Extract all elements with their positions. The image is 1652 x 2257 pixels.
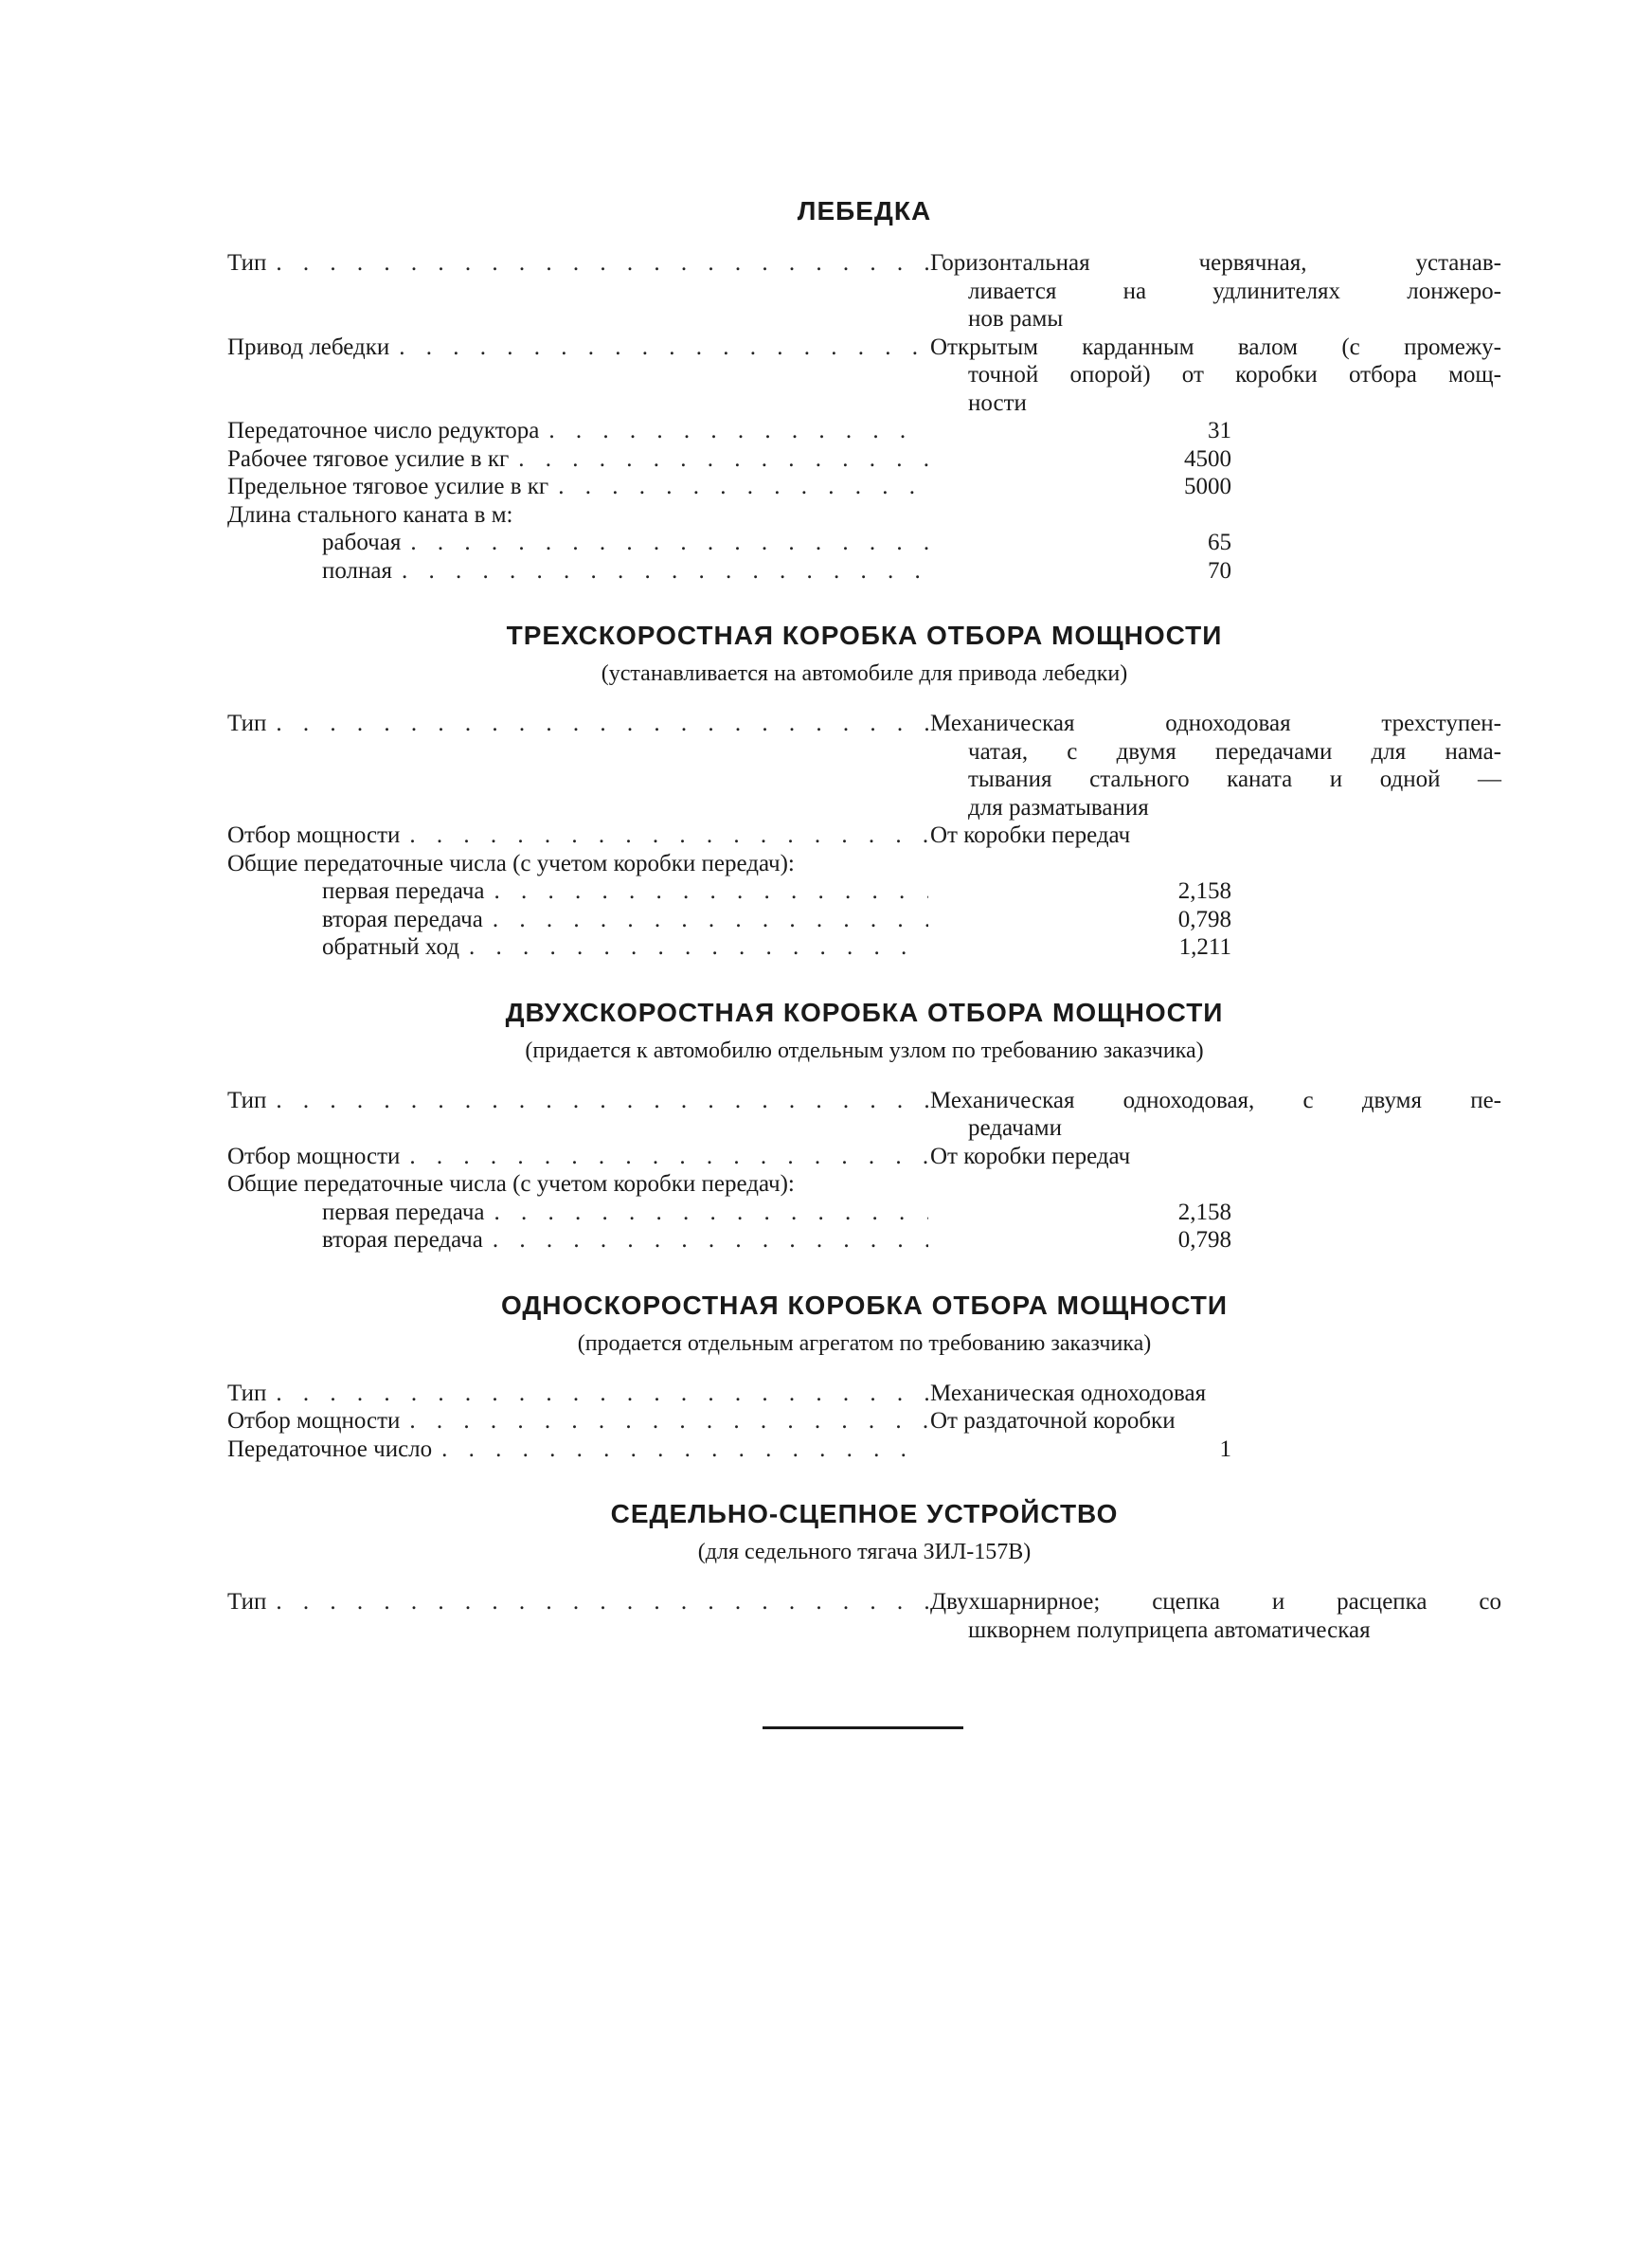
spec-row <box>227 417 1501 445</box>
description-line: Механическая одноходовая, с двумя пе- <box>930 1087 1501 1113</box>
spec-rows <box>227 249 1501 585</box>
spec-row <box>227 529 1501 557</box>
description-line: Открытым карданным валом (с промежу- <box>930 334 1501 360</box>
spec-label-cell <box>227 710 928 738</box>
spec-description <box>928 1588 1501 1644</box>
spec-description <box>928 1087 1501 1143</box>
spec-row <box>227 1380 1501 1408</box>
section-3 <box>227 1289 1501 1464</box>
document-page <box>227 194 1501 1644</box>
leader-dots <box>494 1199 928 1227</box>
leader-dots <box>548 417 928 445</box>
spec-value: 65 <box>1208 530 1231 555</box>
description-line: От коробки передач <box>930 822 1131 848</box>
leader-dots <box>409 1407 928 1435</box>
spec-row <box>227 557 1501 586</box>
spec-value: 4500 <box>1184 445 1231 472</box>
spec-label: Тип <box>227 711 267 736</box>
spec-label-cell <box>227 1226 928 1255</box>
spec-row <box>227 1435 1501 1464</box>
leader-dots <box>494 877 928 906</box>
section-subtitle: (устанавливается на автомобиле для привода лебедки) <box>601 661 1128 686</box>
spec-rows <box>227 1380 1501 1464</box>
spec-row <box>227 1087 1501 1143</box>
spec-description <box>928 1143 1501 1171</box>
spec-label-cell <box>227 1435 928 1464</box>
spec-label-cell <box>227 906 928 934</box>
section-subtitle: (для седельного тягача ЗИЛ-157В) <box>697 1540 1032 1564</box>
leader-dots <box>399 334 928 362</box>
description-line: ности <box>968 389 1027 416</box>
spec-label-cell <box>227 1588 928 1616</box>
leader-dots <box>276 1588 928 1616</box>
leader-dots <box>410 529 928 557</box>
spec-label: Предельное тяговое усилие в кг <box>227 474 549 499</box>
spec-label: вторая передача <box>322 1227 483 1253</box>
spec-value: 70 <box>1208 557 1231 584</box>
spec-rows <box>227 1588 1501 1644</box>
leader-dots <box>441 1435 928 1464</box>
spec-row <box>227 334 1501 418</box>
section-2 <box>227 996 1501 1255</box>
spec-row <box>227 933 1501 962</box>
description-line: для разматывания <box>968 794 1149 821</box>
description-line: редачами <box>968 1115 1062 1141</box>
spec-value: 2,158 <box>1177 1199 1231 1225</box>
spec-value: 0,798 <box>1177 1227 1231 1253</box>
spec-rows <box>227 1087 1501 1255</box>
spec-description <box>928 334 1501 418</box>
spec-row <box>227 877 1501 906</box>
description-line: Механическая одноходовая <box>930 1380 1207 1406</box>
leader-dots <box>409 822 928 850</box>
spec-value: 1,211 <box>1178 934 1231 960</box>
spec-label-cell <box>227 557 928 586</box>
spec-label-cell <box>227 473 928 501</box>
spec-label-cell <box>227 445 928 474</box>
spec-rows <box>227 710 1501 962</box>
spec-label-cell <box>227 1407 928 1435</box>
description-line: чатая, с двумя передачами для нама- <box>968 738 1501 765</box>
spec-label-cell <box>227 1199 928 1227</box>
section-title: ТРЕХСКОРОСТНАЯ КОРОБКА ОТБОРА МОЩНОСТИ <box>506 621 1223 650</box>
spec-value: 2,158 <box>1177 878 1231 904</box>
leader-dots <box>469 933 928 962</box>
spec-description <box>928 249 1501 334</box>
leader-dots <box>276 710 928 738</box>
leader-dots <box>276 1380 928 1408</box>
spec-label: Передаточное число <box>227 1435 433 1462</box>
spec-row <box>227 473 1501 501</box>
spec-label-cell <box>227 334 928 362</box>
spec-row <box>227 1226 1501 1255</box>
spec-description <box>928 1407 1501 1435</box>
spec-row <box>227 1199 1501 1227</box>
spec-row <box>227 1588 1501 1644</box>
spec-label-cell <box>227 417 928 445</box>
leader-dots <box>276 1087 928 1115</box>
spec-label: Привод лебедки <box>227 334 390 360</box>
spec-row <box>227 906 1501 934</box>
spec-label: Отбор мощности <box>227 822 401 848</box>
spec-row <box>227 1407 1501 1435</box>
section-title: ОДНОСКОРОСТНАЯ КОРОБКА ОТБОРА МОЩНОСТИ <box>500 1290 1229 1320</box>
section-1 <box>227 619 1501 962</box>
spec-label-cell <box>227 933 928 962</box>
description-line: точной опорой) от коробки отбора мощ- <box>968 362 1501 388</box>
leader-dots <box>402 557 928 586</box>
spec-label: вторая передача <box>322 906 483 932</box>
description-line: шкворнем полуприцепа автоматическая <box>968 1616 1371 1643</box>
spec-label: первая передача <box>322 1199 485 1225</box>
section-title: СЕДЕЛЬНО-СЦЕПНОЕ УСТРОЙСТВО <box>610 1499 1119 1528</box>
description-line: ливается на удлинителях лонжеро- <box>968 278 1501 304</box>
spec-label-cell <box>227 822 928 850</box>
spec-row <box>227 710 1501 822</box>
description-line: Механическая одноходовая трехступен- <box>930 711 1501 736</box>
description-line: тывания стального каната и одной — <box>968 767 1501 792</box>
section-subtitle: (придается к автомобилю отдельным узлом по требованию заказчика) <box>525 1038 1204 1063</box>
section-subtitle: (продается отдельным агрегатом по требованию заказчика) <box>577 1330 1152 1356</box>
spec-label: Отбор мощности <box>227 1408 401 1434</box>
spec-label: Передаточное число редуктора <box>227 418 540 443</box>
leader-dots <box>518 445 928 474</box>
description-line: Горизонтальная червячная, устанав- <box>930 250 1501 276</box>
spec-value: 5000 <box>1184 474 1231 499</box>
spec-group-label: Общие передаточные числа (с учетом коробки передач): <box>227 1171 795 1197</box>
spec-description <box>928 1380 1501 1408</box>
section-title: ЛЕБЕДКА <box>797 196 932 226</box>
spec-row <box>227 445 1501 474</box>
spec-label-cell <box>227 529 928 557</box>
spec-label: обратный ход <box>322 934 459 960</box>
spec-row <box>227 822 1501 850</box>
spec-label-cell <box>227 1087 928 1115</box>
description-line: нов рамы <box>968 306 1064 332</box>
spec-description <box>928 710 1501 822</box>
spec-row <box>227 1143 1501 1171</box>
spec-description <box>928 822 1501 850</box>
spec-row <box>227 249 1501 334</box>
spec-label: первая передача <box>322 878 485 904</box>
spec-label-cell <box>227 877 928 906</box>
spec-label: Тип <box>227 1087 267 1113</box>
section-0 <box>227 194 1501 585</box>
spec-label: Рабочее тяговое усилие в кг <box>227 445 510 472</box>
spec-label: полная <box>322 557 392 584</box>
section-4 <box>227 1497 1501 1644</box>
leader-dots <box>558 473 928 501</box>
leader-dots <box>493 1226 928 1255</box>
spec-label-cell <box>227 249 928 278</box>
description-line: Двухшарнирное; сцепка и расцепка со <box>930 1589 1501 1615</box>
description-line: От коробки передач <box>930 1143 1131 1169</box>
leader-dots <box>276 249 928 278</box>
spec-label-cell <box>227 1143 928 1171</box>
spec-label: Тип <box>227 250 267 276</box>
spec-label-cell <box>227 1380 928 1408</box>
spec-label: Тип <box>227 1380 267 1406</box>
leader-dots <box>493 906 928 934</box>
section-title: ДВУХСКОРОСТНАЯ КОРОБКА ОТБОРА МОЩНОСТИ <box>505 997 1224 1027</box>
spec-label: рабочая <box>322 530 402 555</box>
spec-value: 0,798 <box>1177 906 1231 932</box>
leader-dots <box>409 1143 928 1171</box>
spec-label: Отбор мощности <box>227 1143 401 1169</box>
spec-group-label: Общие передаточные числа (с учетом коробки передач): <box>227 850 795 876</box>
spec-value: 1 <box>1219 1435 1231 1462</box>
description-line: От раздаточной коробки <box>930 1408 1176 1434</box>
closing-rule <box>763 1726 963 1729</box>
spec-group-label: Длина стального каната в м: <box>227 501 513 528</box>
spec-label: Тип <box>227 1589 267 1615</box>
spec-value: 31 <box>1208 418 1231 443</box>
